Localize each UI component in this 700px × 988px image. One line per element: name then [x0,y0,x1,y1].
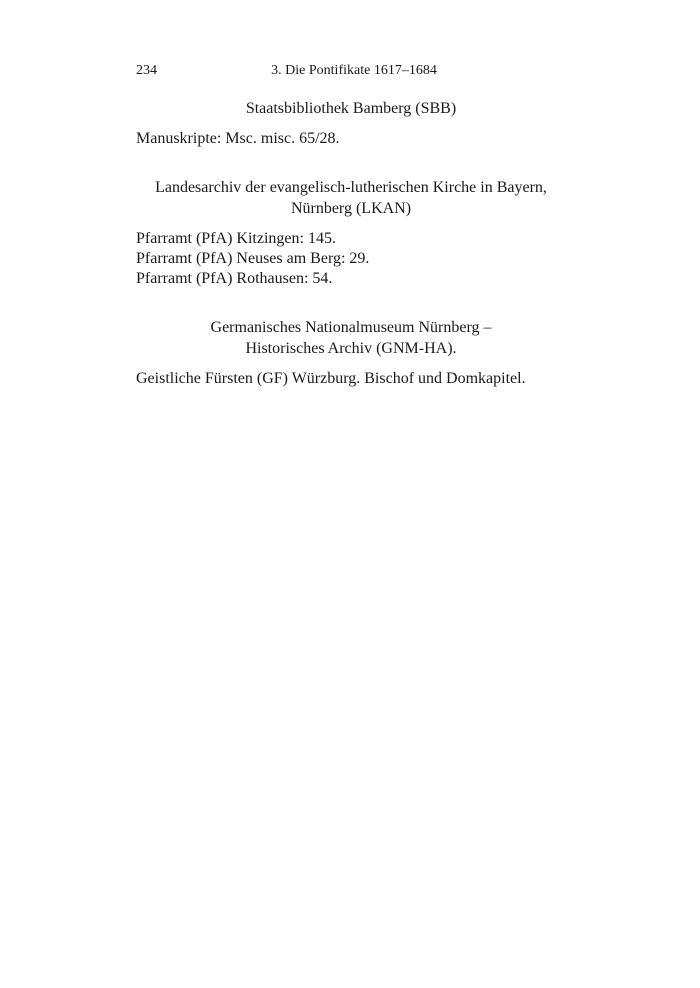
section-heading-line: Staatsbibliothek Bamberg (SBB) [245,100,457,117]
page-number: 234 [136,63,157,78]
section-heading-line: Nürnberg (LKAN) [290,200,412,217]
archive-entry: Pfarramt (PfA) Kitzingen: 145. [136,230,336,247]
section-heading-line: Landesarchiv der evangelisch-lutherischen Kirche in Bayern, [155,179,547,196]
archive-entry: Geistliche Fürsten (GF) Würzburg. Bischof und Domkapitel. [136,370,526,387]
archive-entry: Pfarramt (PfA) Rothausen: 54. [136,270,333,287]
archive-entry: Pfarramt (PfA) Neuses am Berg: 29. [136,250,370,267]
archive-section-sbb [136,98,566,149]
section-heading-line: Historisches Archiv (GNM-HA). [245,340,457,357]
running-title: 3. Die Pontifikate 1617–1684 [271,63,437,78]
section-heading-line: Germanisches Nationalmuseum Nürnberg – [210,319,492,336]
section-heading [136,317,566,359]
section-heading [136,98,566,119]
archive-section-lkan [136,177,566,289]
archive-entry: Manuskripte: Msc. misc. 65/28. [136,130,340,147]
archive-section-gnm-ha [136,317,566,389]
section-heading [136,177,566,219]
